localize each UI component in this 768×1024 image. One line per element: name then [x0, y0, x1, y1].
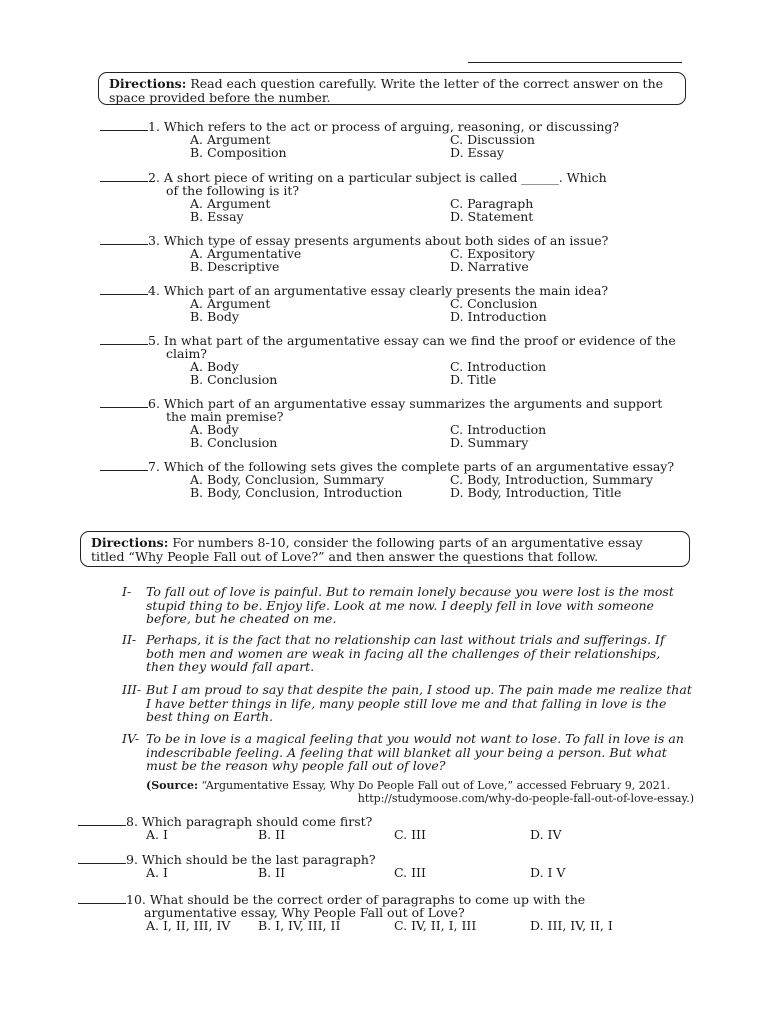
question-stem-cont: the main premise?	[166, 409, 284, 424]
option-c: C. III	[394, 865, 426, 880]
paragraph-text: To be in love is a magical feeling that you would not want to lose. To fall in love is an indescribable feeling. A feeling that will blanket all your being a person. But what must be the reason why people fall out of love?	[146, 731, 684, 773]
answer-blank-8[interactable]	[78, 815, 126, 826]
option-b: B. Body	[190, 309, 239, 324]
option-a: A. Argument	[190, 296, 271, 311]
question-8	[78, 815, 678, 842]
options	[78, 919, 678, 933]
option-d: D. Title	[450, 372, 497, 387]
source-label: (Source:	[146, 779, 199, 792]
option-d: D. Introduction	[450, 309, 547, 324]
question-2	[100, 171, 700, 223]
option-a: A. Body, Conclusion, Summary	[190, 472, 384, 487]
option-c: C. Body, Introduction, Summary	[450, 472, 654, 487]
options	[100, 360, 700, 386]
option-a: A. Body	[190, 422, 239, 437]
question-stem: 5. In what part of the argumentative essay can we find the proof or evidence of the	[148, 333, 676, 348]
source-citation	[146, 779, 694, 805]
option-c: C. Paragraph	[450, 196, 534, 211]
question-stem: 4. Which part of an argumentative essay clearly presents the main idea?	[148, 283, 609, 298]
option-c: C. Introduction	[450, 359, 547, 374]
paragraph-number: III-	[122, 682, 142, 697]
options	[78, 828, 678, 842]
option-b: B. Essay	[190, 209, 244, 224]
option-c: C. Discussion	[450, 132, 535, 147]
option-d: D. Essay	[450, 145, 504, 160]
question-3	[100, 234, 700, 273]
directions-label: Directions:	[91, 535, 169, 550]
question-stem: 6. Which part of an argumentative essay summarizes the arguments and support	[148, 396, 663, 411]
essay-paragraph-4	[122, 732, 692, 773]
option-b: B. Body, Conclusion, Introduction	[190, 485, 403, 500]
question-stem: 3. Which type of essay presents arguments about both sides of an issue?	[148, 233, 609, 248]
paragraph-text: To fall out of love is painful. But to remain lonely because you were lost is the most stupid thing to be. Enjoy life. Look at me now. I deeply fell in love with someone before, but he cheated on me.	[146, 584, 674, 626]
top-rule	[468, 62, 682, 63]
question-5	[100, 334, 700, 386]
option-a: A. Body	[190, 359, 239, 374]
option-b: B. I, IV, III, II	[258, 918, 341, 933]
answer-blank-2[interactable]	[100, 171, 148, 182]
directions-box-1	[98, 72, 686, 105]
option-a: A. Argument	[190, 132, 271, 147]
question-stem: 8. Which paragraph should come first?	[126, 814, 373, 829]
directions-text: Read each question carefully. Write the letter of the correct answer on the space provided before the number.	[109, 76, 664, 105]
option-a: A. I	[146, 827, 168, 842]
question-stem: 1. Which refers to the act or process of arguing, reasoning, or discussing?	[148, 119, 620, 134]
question-1	[100, 120, 700, 159]
option-c: C. Expository	[450, 246, 535, 261]
option-a: A. I, II, III, IV	[146, 918, 231, 933]
option-d: D. III, IV, II, I	[530, 918, 613, 933]
options	[78, 866, 678, 880]
question-6	[100, 397, 700, 449]
answer-blank-10[interactable]	[78, 893, 126, 904]
answer-blank-6[interactable]	[100, 397, 148, 408]
option-a: A. I	[146, 865, 168, 880]
question-10	[78, 893, 678, 933]
option-a: A. Argument	[190, 196, 271, 211]
paragraph-number: I-	[122, 584, 132, 599]
question-7	[100, 460, 700, 499]
answer-blank-9[interactable]	[78, 853, 126, 864]
option-b: B. Composition	[190, 145, 287, 160]
options	[100, 297, 700, 323]
directions-label: Directions:	[109, 76, 187, 91]
option-c: C. Conclusion	[450, 296, 538, 311]
option-c: C. IV, II, I, III	[394, 918, 477, 933]
paragraph-text: But I am proud to say that despite the pain, I stood up. The pain made me realize that I have better things in life, many people still love me and that falling in love is the best thing on Earth.	[146, 682, 692, 724]
option-b: B. II	[258, 865, 286, 880]
paragraph-text: Perhaps, it is the fact that no relationship can last without trials and sufferings. If both men and women are weak in facing all the challenges of their relationships, then they would fall apart.	[146, 632, 665, 674]
option-c: C. III	[394, 827, 426, 842]
options	[100, 197, 700, 223]
answer-blank-4[interactable]	[100, 284, 148, 295]
question-9	[78, 853, 678, 880]
question-stem-cont: argumentative essay, Why People Fall out of Love?	[144, 905, 465, 920]
option-d: D. Summary	[450, 435, 529, 450]
answer-blank-5[interactable]	[100, 334, 148, 345]
option-d: D. I V	[530, 865, 566, 880]
question-stem: 2. A short piece of writing on a particular subject is called ______. Which	[148, 170, 607, 185]
question-stem: 10. What should be the correct order of paragraphs to come up with the	[126, 892, 586, 907]
directions-text: For numbers 8-10, consider the following parts of an argumentative essay titled “Why People Fall out of Love?” and then answer the questions that follow.	[91, 535, 643, 564]
options	[100, 133, 700, 159]
answer-blank-3[interactable]	[100, 234, 148, 245]
answer-blank-7[interactable]	[100, 460, 148, 471]
essay-paragraph-2	[122, 633, 692, 674]
option-d: D. Statement	[450, 209, 534, 224]
option-b: B. Descriptive	[190, 259, 280, 274]
question-stem: 7. Which of the following sets gives the complete parts of an argumentative essay?	[148, 459, 675, 474]
option-c: C. Introduction	[450, 422, 547, 437]
answer-blank-1[interactable]	[100, 120, 148, 131]
option-a: A. Argumentative	[190, 246, 302, 261]
source-url: http://studymoose.com/why-do-people-fall-out-of-love-essay.)	[357, 792, 694, 805]
directions-box-2	[80, 531, 690, 567]
option-d: D. Body, Introduction, Title	[450, 485, 622, 500]
option-d: D. Narrative	[450, 259, 529, 274]
options	[100, 423, 700, 449]
option-b: B. Conclusion	[190, 372, 278, 387]
question-stem-cont: claim?	[166, 346, 208, 361]
option-d: D. IV	[530, 827, 562, 842]
option-b: B. Conclusion	[190, 435, 278, 450]
question-stem-cont: of the following is it?	[166, 183, 300, 198]
paragraph-number: IV-	[122, 731, 140, 746]
essay-paragraph-3	[122, 683, 692, 724]
option-b: B. II	[258, 827, 286, 842]
paragraph-number: II-	[122, 632, 137, 647]
essay-paragraph-1	[122, 585, 692, 626]
question-stem: 9. Which should be the last paragraph?	[126, 852, 376, 867]
source-line-1: “Argumentative Essay, Why Do People Fall out of Love,” accessed February 9, 2021.	[198, 779, 671, 792]
question-4	[100, 284, 700, 323]
options	[100, 473, 700, 499]
options	[100, 247, 700, 273]
